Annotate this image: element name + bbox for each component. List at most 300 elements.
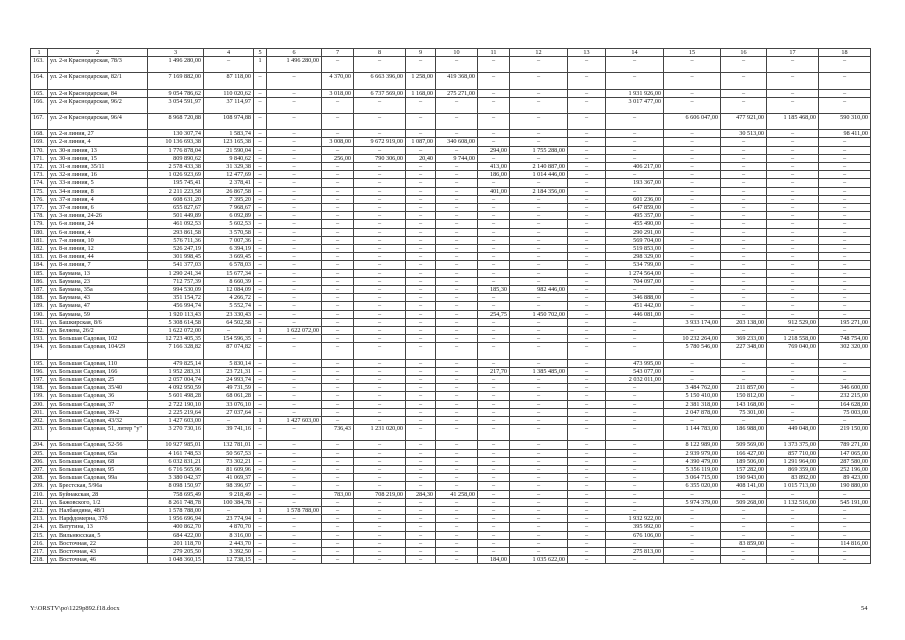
table-row <box>31 539 871 547</box>
table-row <box>31 269 871 277</box>
value-cell: – <box>510 236 568 244</box>
value-cell: – <box>354 228 406 236</box>
value-cell: – <box>267 73 322 89</box>
value-cell: – <box>406 539 436 547</box>
value-cell: – <box>664 548 721 556</box>
value-cell: – <box>510 490 568 498</box>
value-cell: – <box>767 146 819 154</box>
value-cell: – <box>436 466 478 474</box>
row-number-cell: 175. <box>31 187 48 195</box>
row-number-cell: 169. <box>31 138 48 146</box>
address-cell: ул. 32-я линия, 16 <box>48 171 148 179</box>
count-cell: – <box>254 425 267 441</box>
value-cell: 1 144 783,00 <box>664 425 721 441</box>
value-cell: – <box>664 376 721 384</box>
value-cell: 164 628,00 <box>819 400 871 408</box>
address-cell: ул. 8-я линия, 7 <box>48 261 148 269</box>
value-cell: – <box>767 302 819 310</box>
value-cell: – <box>721 515 767 523</box>
value-cell: – <box>436 261 478 269</box>
row-number-cell: 207. <box>31 466 48 474</box>
count-cell: – <box>254 113 267 129</box>
address-cell: ул. 8-я линия, 44 <box>48 253 148 261</box>
value-cell: – <box>267 367 322 375</box>
row-number-cell: 187. <box>31 286 48 294</box>
value-cell: – <box>478 220 510 228</box>
value-cell: 1 291 964,00 <box>767 457 819 465</box>
value-cell: – <box>664 89 721 97</box>
count-cell: – <box>254 359 267 367</box>
value-cell: – <box>510 154 568 162</box>
value-cell: 346 600,00 <box>819 384 871 392</box>
value-cell: 83 859,00 <box>721 539 767 547</box>
count-cell: – <box>254 220 267 228</box>
value-cell: – <box>354 146 406 154</box>
value-cell: 8 098 150,97 <box>148 482 204 490</box>
value-cell: – <box>568 556 606 564</box>
value-cell: – <box>406 236 436 244</box>
value-cell: 455 490,00 <box>606 220 664 228</box>
value-cell: – <box>568 97 606 113</box>
value-cell: – <box>406 556 436 564</box>
value-cell: – <box>406 367 436 375</box>
value-cell: 7 169 882,00 <box>148 73 204 89</box>
value-cell: – <box>478 523 510 531</box>
value-cell: 147 065,00 <box>819 449 871 457</box>
value-cell: – <box>819 146 871 154</box>
value-cell: 2 378,41 <box>204 179 254 187</box>
count-cell: – <box>254 556 267 564</box>
value-cell: – <box>478 408 510 416</box>
value-cell: – <box>204 417 254 425</box>
count-cell: – <box>254 146 267 154</box>
row-number-cell: 200. <box>31 400 48 408</box>
value-cell: 408 141,00 <box>721 482 767 490</box>
value-cell: 340 608,00 <box>436 138 478 146</box>
value-cell: – <box>406 531 436 539</box>
value-cell: – <box>767 269 819 277</box>
value-cell: – <box>664 154 721 162</box>
value-cell: 3 008,00 <box>322 138 354 146</box>
row-number-cell: 199. <box>31 392 48 400</box>
value-cell: – <box>721 195 767 203</box>
value-cell: 110 020,62 <box>204 89 254 97</box>
count-cell: – <box>254 498 267 506</box>
value-cell: – <box>267 97 322 113</box>
value-cell: – <box>664 212 721 220</box>
value-cell: – <box>354 359 406 367</box>
value-cell: – <box>819 376 871 384</box>
value-cell: 186,00 <box>478 171 510 179</box>
value-cell: – <box>568 138 606 146</box>
value-cell: – <box>354 466 406 474</box>
table-row <box>31 113 871 129</box>
address-cell: ул. Баумана, 47 <box>48 302 148 310</box>
value-cell: – <box>819 245 871 253</box>
count-cell: – <box>254 195 267 203</box>
value-cell: – <box>436 212 478 220</box>
value-cell: – <box>767 130 819 138</box>
value-cell: – <box>267 466 322 474</box>
value-cell: – <box>204 57 254 73</box>
table-row <box>31 302 871 310</box>
value-cell: – <box>267 187 322 195</box>
count-cell: – <box>254 73 267 89</box>
table-row <box>31 466 871 474</box>
column-number-cell: 13 <box>568 49 606 57</box>
value-cell: – <box>819 73 871 89</box>
value-cell: – <box>510 539 568 547</box>
column-number-cell: 14 <box>606 49 664 57</box>
value-cell: – <box>436 286 478 294</box>
value-cell: 708 219,00 <box>354 490 406 498</box>
value-cell: – <box>406 253 436 261</box>
value-cell: 351 154,72 <box>148 294 204 302</box>
value-cell: – <box>322 318 354 326</box>
value-cell: – <box>406 400 436 408</box>
value-cell: – <box>406 441 436 449</box>
value-cell: – <box>322 203 354 211</box>
value-cell: 23 330,43 <box>204 310 254 318</box>
value-cell: – <box>354 417 406 425</box>
value-cell: – <box>664 130 721 138</box>
count-cell: – <box>254 162 267 170</box>
value-cell: 7 395,20 <box>204 195 254 203</box>
table-row <box>31 162 871 170</box>
value-cell: 590 310,00 <box>819 113 871 129</box>
table-row <box>31 515 871 523</box>
value-cell: – <box>606 73 664 89</box>
table-row <box>31 482 871 490</box>
value-cell: – <box>819 548 871 556</box>
value-cell: – <box>510 113 568 129</box>
row-number-cell: 195. <box>31 359 48 367</box>
value-cell: – <box>568 408 606 416</box>
count-cell: 1 <box>254 417 267 425</box>
value-cell: – <box>767 417 819 425</box>
value-cell: 9 744,00 <box>436 154 478 162</box>
value-cell: – <box>510 343 568 359</box>
value-cell: – <box>478 474 510 482</box>
value-cell: – <box>510 130 568 138</box>
value-cell: 1 026 923,69 <box>148 171 204 179</box>
value-cell: – <box>322 335 354 343</box>
value-cell: – <box>767 400 819 408</box>
value-cell: 75 301,00 <box>721 408 767 416</box>
value-cell: – <box>568 376 606 384</box>
value-cell: 748 754,00 <box>819 335 871 343</box>
table-row <box>31 327 871 335</box>
value-cell: – <box>767 367 819 375</box>
value-cell: – <box>267 179 322 187</box>
table-row <box>31 408 871 416</box>
value-cell: – <box>819 277 871 285</box>
value-cell: – <box>767 294 819 302</box>
value-cell: – <box>354 367 406 375</box>
value-cell: – <box>354 203 406 211</box>
value-cell: – <box>436 171 478 179</box>
value-cell: – <box>436 310 478 318</box>
value-cell: 252 196,00 <box>819 466 871 474</box>
value-cell: – <box>478 130 510 138</box>
table-row <box>31 392 871 400</box>
value-cell: – <box>267 162 322 170</box>
count-cell: – <box>254 269 267 277</box>
value-cell: – <box>767 515 819 523</box>
value-cell: 21 590,04 <box>204 146 254 154</box>
value-cell: – <box>354 449 406 457</box>
value-cell: – <box>664 245 721 253</box>
value-cell: – <box>436 162 478 170</box>
value-cell: 1 956 696,94 <box>148 515 204 523</box>
value-cell: 5 356 119,00 <box>664 466 721 474</box>
value-cell: – <box>406 474 436 482</box>
value-cell: – <box>568 269 606 277</box>
value-cell: – <box>322 449 354 457</box>
value-cell: 41 258,00 <box>436 490 478 498</box>
value-cell: – <box>664 556 721 564</box>
value-cell: – <box>436 441 478 449</box>
column-number-cell: 4 <box>204 49 254 57</box>
count-cell: – <box>254 408 267 416</box>
value-cell: – <box>721 146 767 154</box>
value-cell: 41 069,37 <box>204 474 254 482</box>
value-cell: – <box>510 392 568 400</box>
value-cell: – <box>322 171 354 179</box>
value-cell: 1 932 922,00 <box>606 515 664 523</box>
value-cell: – <box>436 457 478 465</box>
table-row <box>31 548 871 556</box>
value-cell: 509 268,00 <box>721 498 767 506</box>
row-number-cell: 172. <box>31 162 48 170</box>
value-cell: – <box>267 384 322 392</box>
value-cell: – <box>664 195 721 203</box>
value-cell: – <box>819 359 871 367</box>
value-cell: – <box>664 507 721 515</box>
row-number-cell: 217. <box>31 548 48 556</box>
value-cell: 994 530,09 <box>148 286 204 294</box>
value-cell: 401,00 <box>478 187 510 195</box>
value-cell: – <box>436 179 478 187</box>
value-cell: – <box>767 187 819 195</box>
row-number-cell: 209. <box>31 482 48 490</box>
value-cell: 166 427,00 <box>721 449 767 457</box>
row-number-cell: 183. <box>31 253 48 261</box>
value-cell: 2 722 190,10 <box>148 400 204 408</box>
value-cell: – <box>478 294 510 302</box>
value-cell: 3 933 174,00 <box>664 318 721 326</box>
value-cell: 10 927 985,01 <box>148 441 204 449</box>
count-cell: – <box>254 294 267 302</box>
value-cell: 186 988,00 <box>721 425 767 441</box>
value-cell: – <box>568 162 606 170</box>
value-cell: – <box>568 318 606 326</box>
value-cell: – <box>510 57 568 73</box>
value-cell: – <box>406 113 436 129</box>
value-cell: 6 578,03 <box>204 261 254 269</box>
value-cell: 1 578 788,00 <box>148 507 204 515</box>
address-cell: ул. Бажовского, 1/2 <box>48 498 148 506</box>
value-cell: 479 825,14 <box>148 359 204 367</box>
count-cell: – <box>254 318 267 326</box>
value-cell: – <box>568 302 606 310</box>
value-cell: – <box>721 286 767 294</box>
value-cell: – <box>568 384 606 392</box>
value-cell: – <box>510 515 568 523</box>
row-number-cell: 180. <box>31 228 48 236</box>
value-cell: – <box>510 498 568 506</box>
value-cell: – <box>267 335 322 343</box>
value-cell: – <box>478 302 510 310</box>
address-cell: ул. Ватутина, 13 <box>48 523 148 531</box>
value-cell: – <box>819 490 871 498</box>
value-cell: – <box>322 400 354 408</box>
count-cell: – <box>254 531 267 539</box>
value-cell: 2 211 223,58 <box>148 187 204 195</box>
value-cell: 2 939 979,00 <box>664 449 721 457</box>
value-cell: – <box>664 171 721 179</box>
value-cell: – <box>436 507 478 515</box>
value-cell: – <box>354 507 406 515</box>
value-cell: – <box>436 425 478 441</box>
value-cell: – <box>406 171 436 179</box>
value-cell: – <box>721 203 767 211</box>
value-cell: 3 484 762,00 <box>664 384 721 392</box>
address-cell: ул. Вильнюсская, 5 <box>48 531 148 539</box>
value-cell: 123 165,38 <box>204 138 254 146</box>
value-cell: – <box>767 392 819 400</box>
value-cell: 2 057 004,74 <box>148 376 204 384</box>
value-cell: – <box>819 523 871 531</box>
address-cell: ул. 2-я Краснодарская, 78/3 <box>48 57 148 73</box>
column-number-cell: 12 <box>510 49 568 57</box>
count-cell: – <box>254 261 267 269</box>
value-cell: – <box>478 269 510 277</box>
table-row <box>31 146 871 154</box>
value-cell: 150 812,00 <box>721 392 767 400</box>
value-cell: 12 723 405,35 <box>148 335 204 343</box>
value-cell: – <box>767 548 819 556</box>
value-cell: – <box>436 146 478 154</box>
row-number-cell: 191. <box>31 318 48 326</box>
value-cell: – <box>406 498 436 506</box>
value-cell: – <box>267 310 322 318</box>
row-number-cell: 177. <box>31 203 48 211</box>
value-cell: – <box>767 73 819 89</box>
row-number-cell: 196. <box>31 367 48 375</box>
value-cell: – <box>436 220 478 228</box>
value-cell: – <box>664 277 721 285</box>
value-cell: 704 097,00 <box>606 277 664 285</box>
table-row <box>31 220 871 228</box>
value-cell: – <box>267 482 322 490</box>
value-cell: – <box>406 57 436 73</box>
value-cell: – <box>322 359 354 367</box>
value-cell: – <box>478 457 510 465</box>
value-cell: – <box>510 376 568 384</box>
value-cell: 4 266,72 <box>204 294 254 302</box>
table-row <box>31 490 871 498</box>
value-cell: 4 390 479,00 <box>664 457 721 465</box>
value-cell: 446 081,00 <box>606 310 664 318</box>
value-cell: – <box>721 89 767 97</box>
value-cell: – <box>406 457 436 465</box>
value-cell: 1 132 516,00 <box>767 498 819 506</box>
value-cell: 1 496 280,00 <box>148 57 204 73</box>
value-cell: – <box>510 89 568 97</box>
value-cell: – <box>819 507 871 515</box>
row-number-cell: 163. <box>31 57 48 73</box>
value-cell: – <box>406 261 436 269</box>
value-cell: 284,30 <box>406 490 436 498</box>
table-row <box>31 73 871 89</box>
value-cell: – <box>721 376 767 384</box>
value-cell: 7 007,36 <box>204 236 254 244</box>
value-cell: – <box>436 548 478 556</box>
value-cell: 1 048 360,15 <box>148 556 204 564</box>
value-cell: 20,40 <box>406 154 436 162</box>
value-cell: – <box>406 286 436 294</box>
value-cell: 4 370,00 <box>322 73 354 89</box>
value-cell: 809 890,62 <box>148 154 204 162</box>
value-cell: – <box>267 498 322 506</box>
value-cell: – <box>606 466 664 474</box>
value-cell: – <box>721 73 767 89</box>
value-cell: – <box>510 269 568 277</box>
value-cell: – <box>819 286 871 294</box>
value-cell: 24 993,74 <box>204 376 254 384</box>
value-cell: – <box>267 392 322 400</box>
value-cell: 87 074,82 <box>204 343 254 359</box>
value-cell: – <box>664 97 721 113</box>
value-cell: – <box>819 138 871 146</box>
value-cell: – <box>819 253 871 261</box>
value-cell: – <box>478 384 510 392</box>
value-cell: 5 308 614,58 <box>148 318 204 326</box>
value-cell: – <box>478 400 510 408</box>
value-cell: – <box>568 466 606 474</box>
value-cell: – <box>267 154 322 162</box>
value-cell: – <box>436 343 478 359</box>
value-cell: – <box>436 236 478 244</box>
value-cell: – <box>354 212 406 220</box>
value-cell: – <box>819 515 871 523</box>
value-cell: – <box>819 261 871 269</box>
table-row <box>31 400 871 408</box>
column-number-cell: 7 <box>322 49 354 57</box>
count-cell: 1 <box>254 327 267 335</box>
value-cell: – <box>478 343 510 359</box>
value-cell: 509 569,00 <box>721 441 767 449</box>
column-number-cell: 2 <box>48 49 148 57</box>
address-cell: ул. 2-я Краснодарская, 96/2 <box>48 97 148 113</box>
value-cell: – <box>606 171 664 179</box>
value-cell: – <box>606 384 664 392</box>
address-cell: ул. Большая Садовая, 36 <box>48 392 148 400</box>
value-cell: – <box>406 425 436 441</box>
value-cell: 1 578 788,00 <box>267 507 322 515</box>
value-cell: 98 396,97 <box>204 482 254 490</box>
value-cell: 608 631,20 <box>148 195 204 203</box>
value-cell: – <box>354 327 406 335</box>
value-cell: 27 037,64 <box>204 408 254 416</box>
value-cell: – <box>354 130 406 138</box>
value-cell: 3 392,50 <box>204 548 254 556</box>
row-number-cell: 201. <box>31 408 48 416</box>
count-cell: – <box>254 474 267 482</box>
table-row <box>31 245 871 253</box>
value-cell: – <box>436 228 478 236</box>
